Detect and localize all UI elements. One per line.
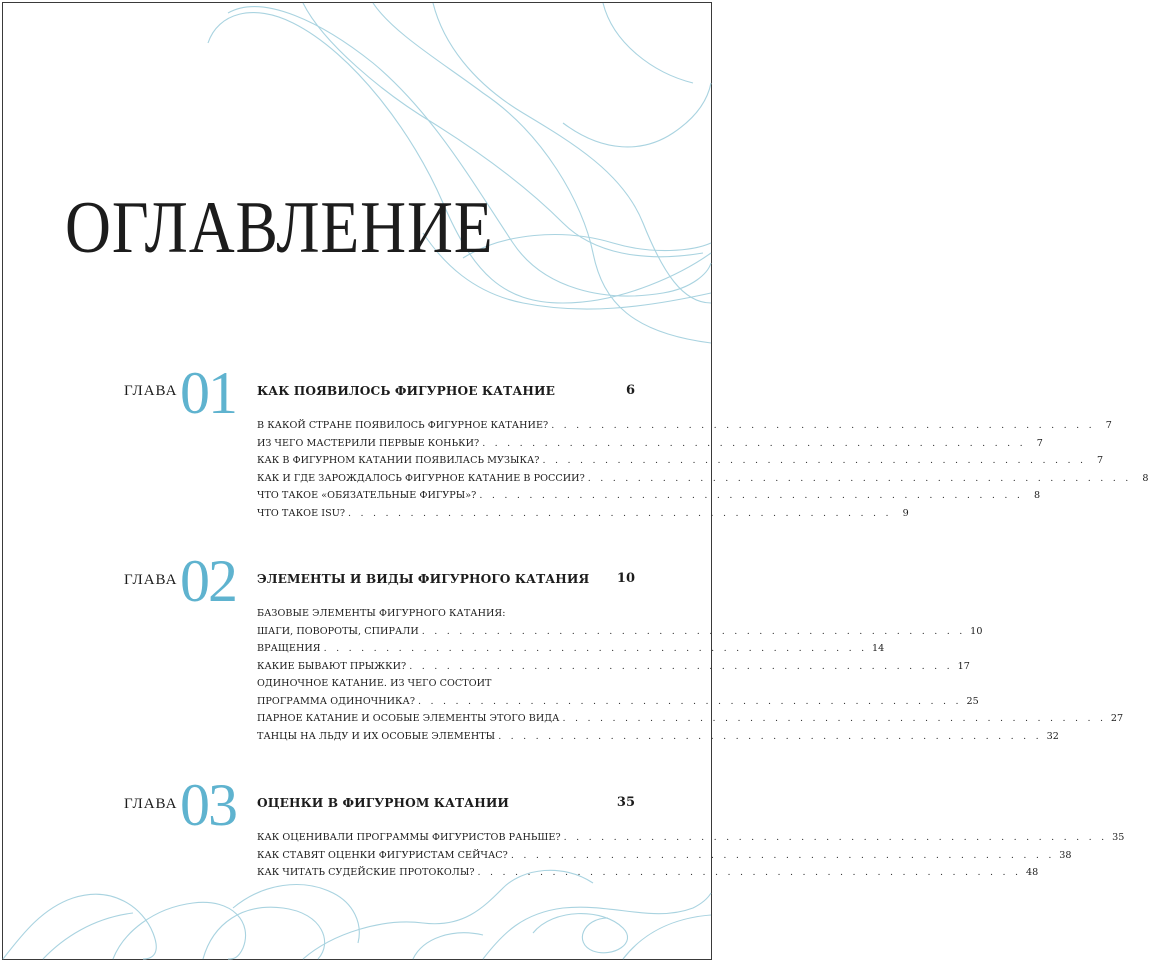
entry-text: КАК ЧИТАТЬ СУДЕЙСКИЕ ПРОТОКОЛЫ? [257, 867, 475, 878]
chapter-number: 01 [180, 360, 236, 426]
entry-list [257, 420, 1149, 525]
chapter-page: 6 [625, 383, 635, 398]
leader-dots: . . . . . . . . . . . . . . . . . . . . . . . . . . . . . . . . . . . . . . . . . . . . [418, 695, 962, 707]
entry-page: 10 [970, 625, 983, 637]
toc-entry[interactable] [257, 713, 1124, 731]
toc-entry[interactable] [257, 832, 1125, 850]
toc-entry[interactable] [257, 867, 1039, 885]
entry-page: 8 [1142, 472, 1149, 484]
chapter-number: 02 [180, 548, 236, 614]
entry-page: 35 [1112, 832, 1125, 843]
chapter-word: ГЛАВА [124, 383, 178, 399]
chapter-page: 10 [616, 571, 635, 586]
entry-text: КАК В ФИГУРНОМ КАТАНИИ ПОЯВИЛАСЬ МУЗЫКА? [257, 455, 540, 466]
entry-page: 7 [1097, 455, 1104, 466]
entry-text: ЧТО ТАКОЕ ISU? [257, 507, 346, 519]
entry-text: КАК СТАВЯТ ОЦЕНКИ ФИГУРИСТАМ СЕЙЧАС? [257, 849, 508, 861]
entry-text: БАЗОВЫЕ ЭЛЕМЕНТЫ ФИГУРНОГО КАТАНИЯ: [257, 608, 506, 619]
entry-page: 7 [1036, 437, 1043, 449]
toc-entry[interactable] [257, 608, 637, 626]
leader-dots: . . . . . . . . . . . . . . . . . . . . . . . . . . . . . . . . . . . . . . . . . . . . [542, 455, 1087, 466]
entry-text: ОДИНОЧНОЕ КАТАНИЕ. ИЗ ЧЕГО СОСТОИТ [257, 678, 492, 689]
chapter-word: ГЛАВА [124, 796, 178, 812]
chapter-word: ГЛАВА [124, 572, 178, 588]
leader-dots: . . . . . . . . . . . . . . . . . . . . . . . . . . . . . . . . . . . . . . . . . . . . [482, 437, 1026, 449]
leader-dots: . . . . . . . . . . . . . . . . . . . . . . . . . . . . . . . . . . . . . . . . . . . . [510, 849, 1055, 861]
toc-entry[interactable] [257, 437, 1043, 456]
chapter-title[interactable]: ОЦЕНКИ В ФИГУРНОМ КАТАНИИ [257, 796, 510, 810]
toc-page [2, 2, 1149, 960]
toc-entry[interactable] [257, 695, 979, 714]
leader-dots: . . . . . . . . . . . . . . . . . . . . . . . . . . . . . . . . . . . . . . . . . . . . [409, 660, 953, 672]
chapter-title[interactable]: ЭЛЕМЕНТЫ И ВИДЫ ФИГУРНОГО КАТАНИЯ [257, 572, 590, 586]
toc-entry[interactable] [257, 660, 970, 679]
chapter-number: 03 [180, 772, 236, 838]
entry-text: ПАРНОЕ КАТАНИЕ И ОСОБЫЕ ЭЛЕМЕНТЫ ЭТОГО ВИДА [257, 713, 560, 724]
toc-entry[interactable] [257, 472, 1149, 491]
entry-page: 48 [1025, 867, 1039, 878]
leader-dots: . . . . . . . . . . . . . . . . . . . . . . . . . . . . . . . . . . . . . . . . . . . . [421, 625, 966, 637]
chapter-title[interactable]: КАК ПОЯВИЛОСЬ ФИГУРНОЕ КАТАНИЕ [257, 384, 555, 398]
entry-page: 7 [1105, 420, 1112, 431]
entry-page: 8 [1033, 490, 1041, 501]
leader-dots: . . . . . . . . . . . . . . . . . . . . . . . . . . . . . . . . . . . . . . . . . . . . [323, 643, 868, 654]
entry-text: ЧТО ТАКОЕ «ОБЯЗАТЕЛЬНЫЕ ФИГУРЫ»? [257, 490, 477, 501]
entry-text: ПРОГРАММА ОДИНОЧНИКА? [257, 695, 416, 707]
toc-entry[interactable] [257, 455, 1104, 473]
entry-page: 25 [966, 695, 979, 707]
toc-entry[interactable] [257, 507, 909, 526]
leader-dots: . . . . . . . . . . . . . . . . . . . . . . . . . . . . . . . . . . . . . . . . . . . . [348, 507, 892, 519]
leader-dots: . . . . . . . . . . . . . . . . . . . . . . . . . . . . . . . . . . . . . . . . . . . . [551, 420, 1095, 431]
page-title: ОГЛАВЛЕНИЕ [65, 187, 494, 269]
toc-entry[interactable] [257, 730, 1059, 749]
entry-text: ТАНЦЫ НА ЛЬДУ И ИХ ОСОБЫЕ ЭЛЕМЕНТЫ [257, 730, 496, 742]
entry-text: КАКИЕ БЫВАЮТ ПРЫЖКИ? [257, 660, 407, 672]
leader-dots: . . . . . . . . . . . . . . . . . . . . . . . . . . . . . . . . . . . . . . . . . . . . [587, 472, 1132, 484]
entry-list [257, 832, 1125, 885]
entry-page: 9 [902, 507, 909, 519]
leader-dots: . . . . . . . . . . . . . . . . . . . . . . . . . . . . . . . . . . . . . . . . . . . . [563, 832, 1108, 843]
leader-dots: . . . . . . . . . . . . . . . . . . . . . . . . . . . . . . . . . . . . . . . . . . . . [477, 867, 1022, 878]
entry-text: КАК И ГДЕ ЗАРОЖДАЛОСЬ ФИГУРНОЕ КАТАНИЕ В РОССИИ? [257, 472, 585, 484]
entry-page: 14 [872, 643, 885, 654]
toc-entry[interactable] [257, 849, 1072, 868]
toc-entry[interactable] [257, 678, 637, 696]
entry-page: 38 [1059, 849, 1072, 861]
entry-text: В КАКОЙ СТРАНЕ ПОЯВИЛОСЬ ФИГУРНОЕ КАТАНИЕ? [257, 420, 549, 431]
entry-text: КАК ОЦЕНИВАЛИ ПРОГРАММЫ ФИГУРИСТОВ РАНЬШЕ? [257, 832, 561, 843]
leader-dots: . . . . . . . . . . . . . . . . . . . . . . . . . . . . . . . . . . . . . . . . . . . . [562, 713, 1107, 724]
toc-entry[interactable] [257, 643, 885, 661]
entry-page: 32 [1046, 730, 1059, 742]
toc-entry[interactable] [257, 420, 1112, 438]
entry-text: ШАГИ, ПОВОРОТЫ, СПИРАЛИ [257, 625, 419, 637]
leader-dots: . . . . . . . . . . . . . . . . . . . . . . . . . . . . . . . . . . . . . . . . . . . . [498, 730, 1042, 742]
entry-page: 27 [1110, 713, 1124, 724]
entry-page: 17 [957, 660, 970, 672]
entry-text: ИЗ ЧЕГО МАСТЕРИЛИ ПЕРВЫЕ КОНЬКИ? [257, 437, 480, 449]
leader-dots: . . . . . . . . . . . . . . . . . . . . . . . . . . . . . . . . . . . . . . . . . . . . [479, 490, 1024, 501]
entry-list [257, 608, 1124, 748]
toc-entry[interactable] [257, 625, 983, 644]
entry-text: ВРАЩЕНИЯ [257, 643, 321, 654]
chapter-page: 35 [616, 795, 635, 810]
toc-entry[interactable] [257, 490, 1041, 508]
